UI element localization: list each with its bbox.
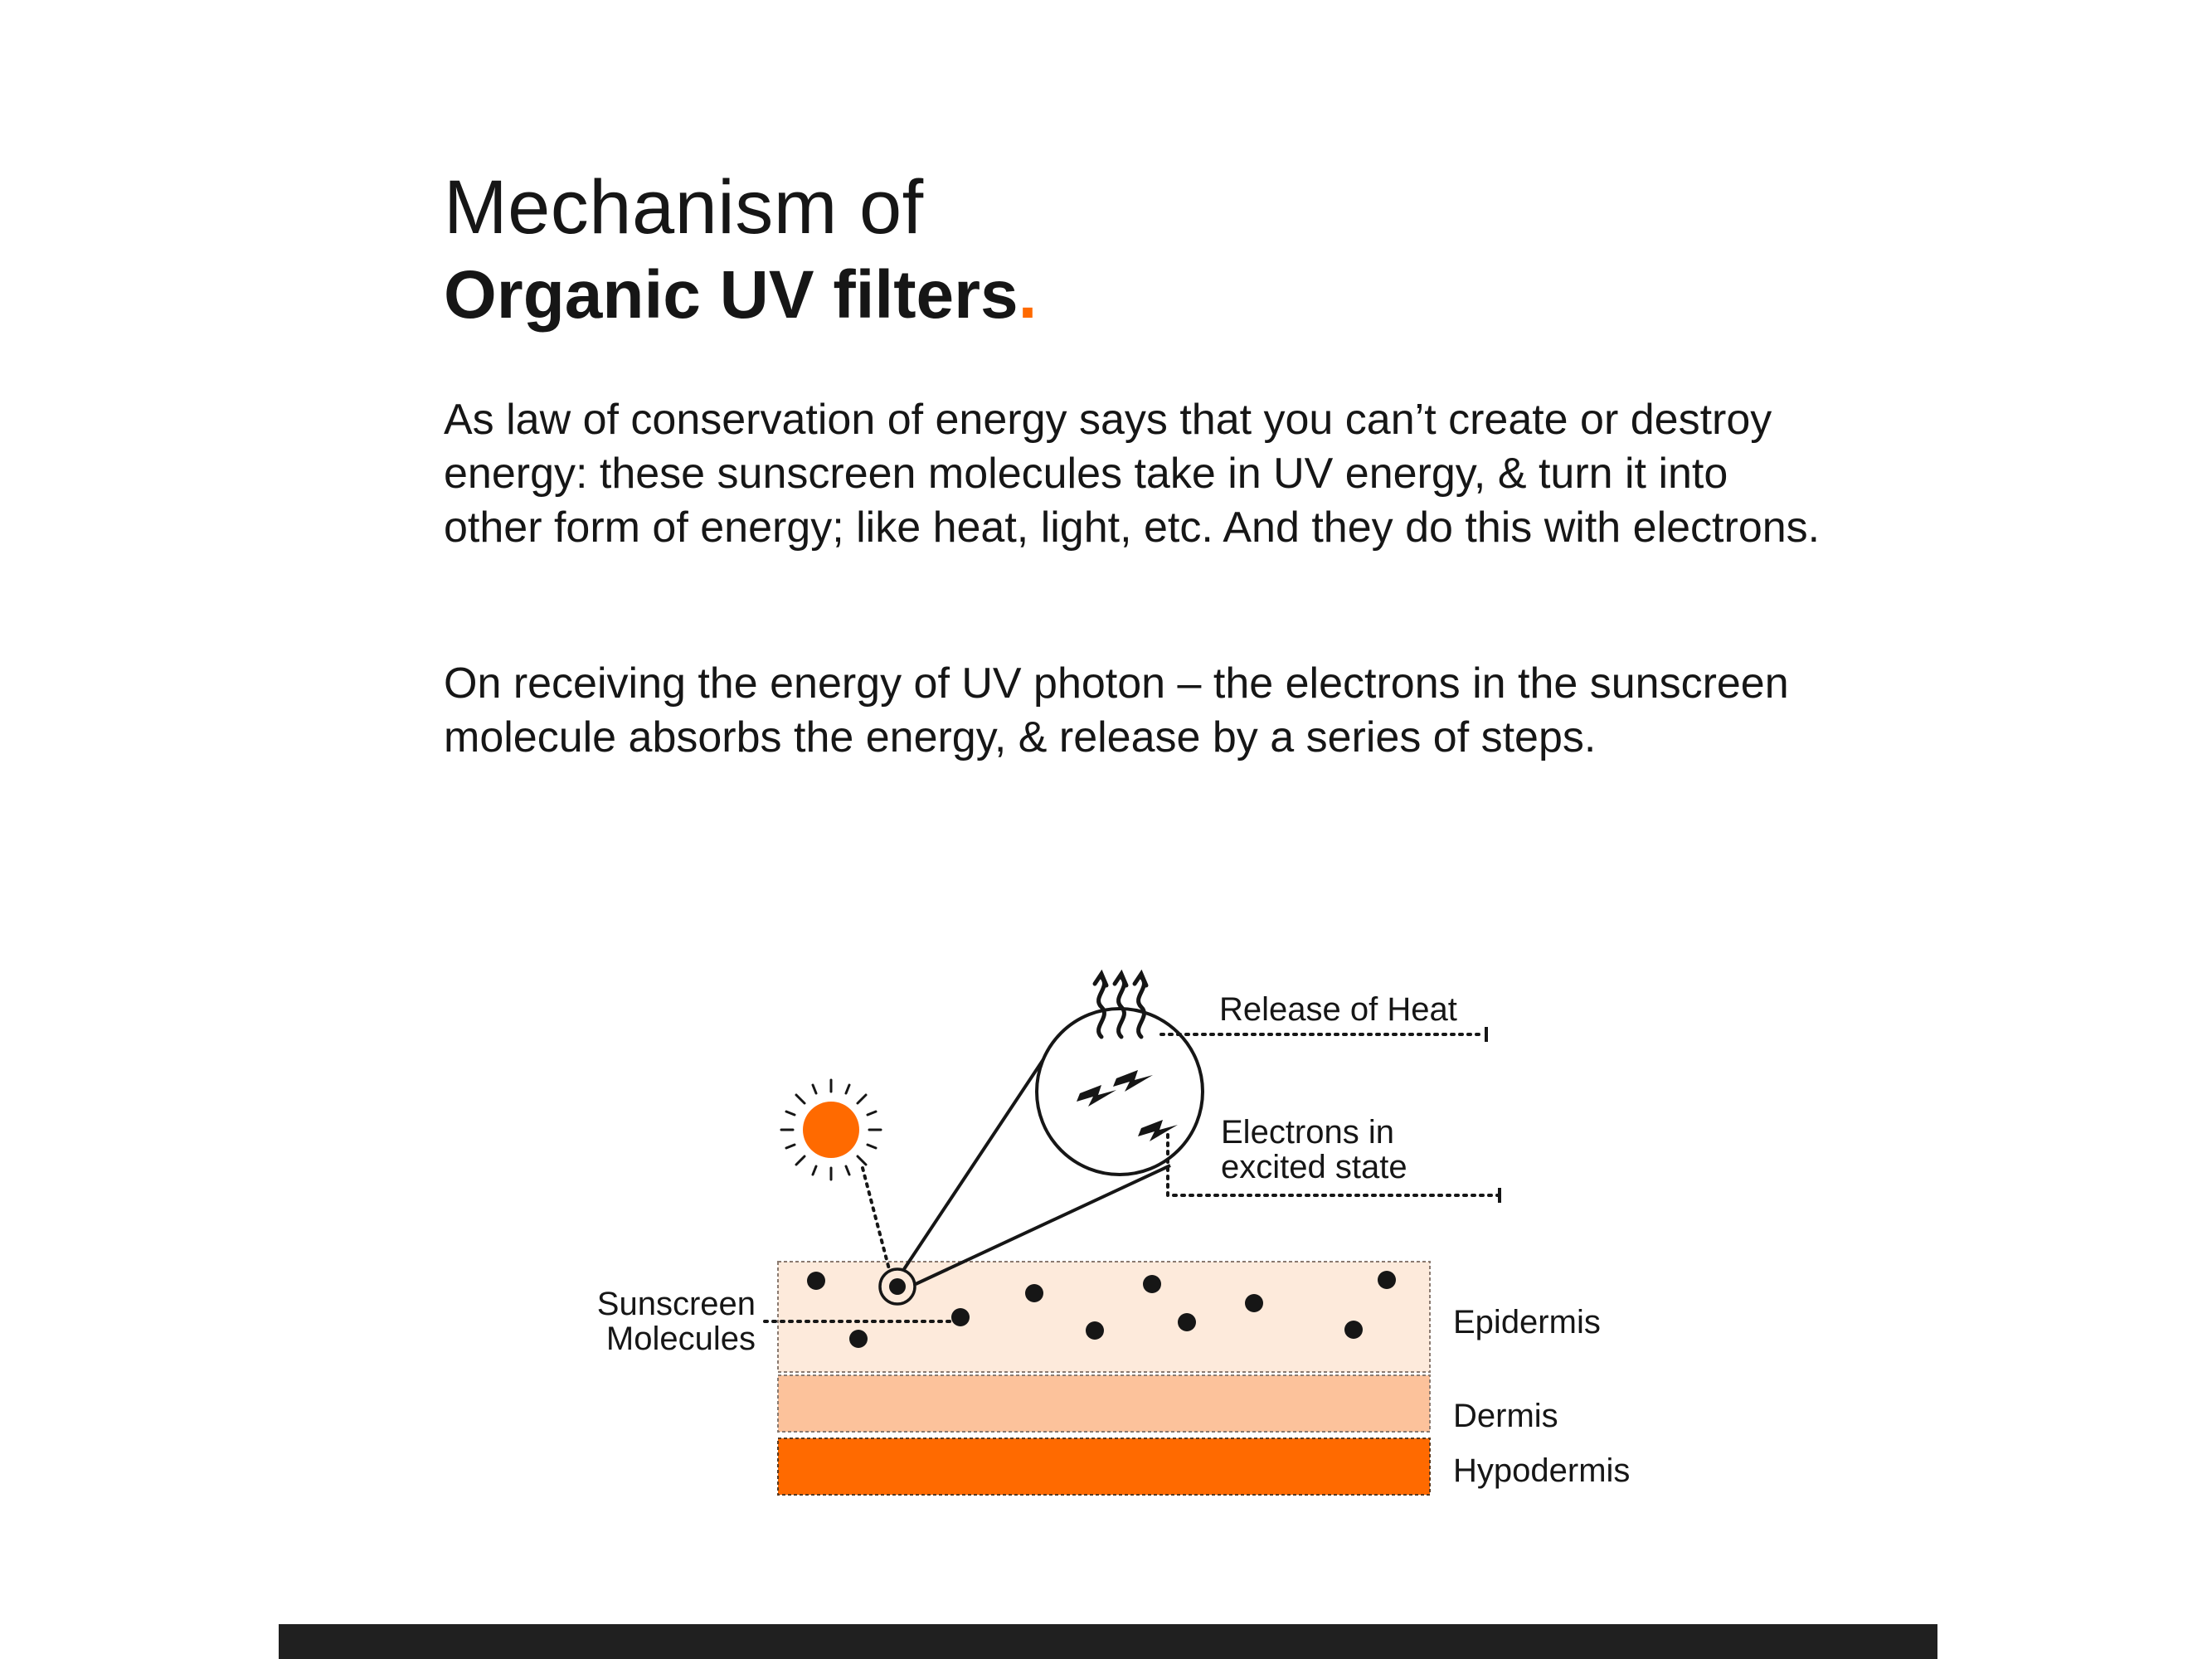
molecule-dot	[1025, 1284, 1043, 1302]
highlighted-molecule-dot	[889, 1278, 906, 1295]
molecule-dot	[1143, 1275, 1161, 1293]
dermis-layer	[778, 1375, 1430, 1432]
molecule-dot	[849, 1330, 868, 1348]
label-electrons-line-1: Electrons in	[1221, 1114, 1394, 1151]
molecule-dot	[1344, 1321, 1363, 1339]
molecule-dot	[1086, 1321, 1104, 1340]
molecule-dot	[1178, 1313, 1196, 1331]
sun-icon	[781, 1080, 881, 1180]
molecule-dot	[951, 1308, 970, 1326]
heading-line-2-text: Organic UV filters	[444, 257, 1018, 333]
hypodermis-layer	[778, 1438, 1430, 1495]
label-hypodermis: Hypodermis	[1453, 1452, 1631, 1489]
paragraph-uv-photon: On receiving the energy of UV photon – the electrons in the sunscreen molecule absorbs the energy, & release by a series of steps.	[444, 659, 1789, 761]
molecule-dot	[807, 1272, 825, 1290]
label-sunscreen-line-1: Sunscreen	[596, 1286, 756, 1322]
epidermis-layer	[778, 1262, 1430, 1372]
label-dermis: Dermis	[1453, 1398, 1558, 1434]
zoom-line-left	[904, 1047, 1052, 1269]
label-release-of-heat: Release of Heat	[1219, 991, 1457, 1028]
sun-ray-leader	[863, 1168, 889, 1269]
label-epidermis: Epidermis	[1453, 1304, 1601, 1340]
label-electrons-line-2: excited state	[1221, 1149, 1407, 1185]
heading-accent-dot: .	[1018, 257, 1038, 333]
heading-line-1: Mechanism of	[444, 165, 924, 250]
molecule-dot	[1245, 1294, 1263, 1312]
label-sunscreen-line-2: Molecules	[605, 1321, 756, 1357]
molecule-dot	[1378, 1271, 1396, 1289]
footer-bar	[279, 1624, 1937, 1659]
paragraph-conservation: As law of conservation of energy says that you can’t create or destroy energy: these sunscreen molecules take in UV energy, & turn it into other form of energy; like heat, light, etc. And they do this with electrons.	[444, 396, 1821, 552]
